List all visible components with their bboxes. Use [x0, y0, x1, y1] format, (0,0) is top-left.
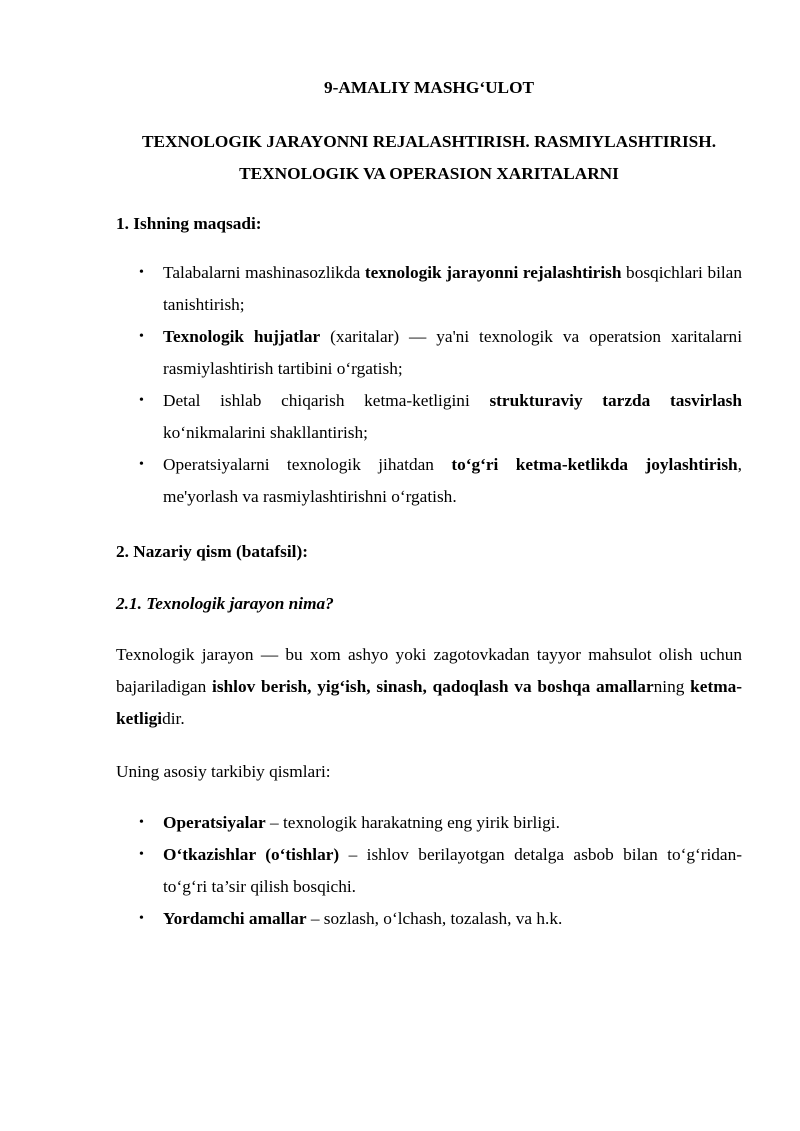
item-text: Talabalarni mashinasozlikda: [163, 263, 365, 282]
paragraph-bold-text: ishlov berish, yig‘ish, sinash, qadoqlash va boshqa amallar: [212, 677, 654, 696]
item-text: , me'yorlash va rasmiylashtirishni o‘rgatish.: [163, 455, 742, 506]
section-1-heading: 1. Ishning maqsadi:: [116, 214, 262, 233]
subtitle-line-2: TEXNOLOGIK VA OPERASION XARITALARNI: [239, 164, 619, 183]
bullet-icon: •: [139, 911, 144, 926]
paragraph-text: dir.: [162, 709, 185, 728]
goals-list: [116, 257, 742, 513]
item-bold-text: strukturaviy tarzda tasvirlash: [489, 391, 742, 410]
item-bold-text: Operatsiyalar: [163, 813, 266, 832]
components-intro: Uning asosiy tarkibiy qismlari:: [116, 762, 331, 781]
page-subtitle: [116, 126, 742, 190]
paragraph-text: ning: [653, 677, 691, 696]
item-text: (xaritalar) — ya'ni texnologik va operatsion xaritalarni rasmiylashtirish tartibini o‘rgatish;: [163, 327, 742, 378]
item-text: Detal ishlab chiqarish ketma-ketligini: [163, 391, 490, 410]
subtitle-line-1: TEXNOLOGIK JARAYONNI REJALASHTIRISH. RASMIYLASHTIRISH.: [141, 132, 717, 151]
section-2-heading: 2. Nazariy qism (batafsil):: [116, 542, 308, 561]
bullet-icon: •: [139, 815, 144, 830]
list-item: [116, 385, 742, 449]
item-bold-text: texnologik jarayonni rejalashtirish: [364, 263, 622, 282]
list-item: [116, 903, 742, 935]
bullet-icon: •: [139, 457, 144, 472]
item-bold-text: Yordamchi amallar: [163, 909, 307, 928]
item-text: bosqichlari bilan tanishtirish;: [163, 263, 742, 314]
item-text: – sozlash, o‘lchash, tozalash, va h.k.: [306, 909, 563, 928]
item-text: Operatsiyalarni texnologik jihatdan: [163, 455, 452, 474]
list-item: [116, 257, 742, 321]
paragraph-text: Texnologik jarayon — bu xom ashyo yoki zagotovkadan tayyor mahsulot olish uchun bajariladigan: [116, 645, 742, 696]
bullet-icon: •: [139, 329, 144, 344]
bullet-icon: •: [139, 847, 144, 862]
list-item: [116, 449, 742, 513]
item-text: – ishlov berilayotgan detalga asbob bilan to‘g‘ridan-to‘g‘ri ta’sir qilish bosqichi.: [163, 845, 742, 896]
list-item: [116, 321, 742, 385]
paragraph-bold-text: ketma-ketligi: [116, 677, 742, 728]
section-2-1-heading: 2.1. Texnologik jarayon nima?: [116, 594, 334, 613]
list-item: [116, 839, 742, 903]
bullet-icon: •: [139, 265, 144, 280]
item-bold-text: O‘tkazishlar (o‘tishlar): [163, 845, 340, 864]
bullet-icon: •: [139, 393, 144, 408]
page-title: 9-AMALIY MASHG‘ULOT: [323, 78, 535, 97]
item-bold-text: Texnologik hujjatlar: [163, 327, 321, 346]
item-bold-text: to‘g‘ri ketma-ketlikda joylashtirish: [451, 455, 738, 474]
definition-paragraph: [116, 639, 742, 735]
item-text: – texnologik harakatning eng yirik birligi.: [265, 813, 560, 832]
item-text: ko‘nikmalarini shakllantirish;: [163, 423, 368, 442]
components-list: [116, 807, 742, 935]
list-item: [116, 807, 742, 839]
